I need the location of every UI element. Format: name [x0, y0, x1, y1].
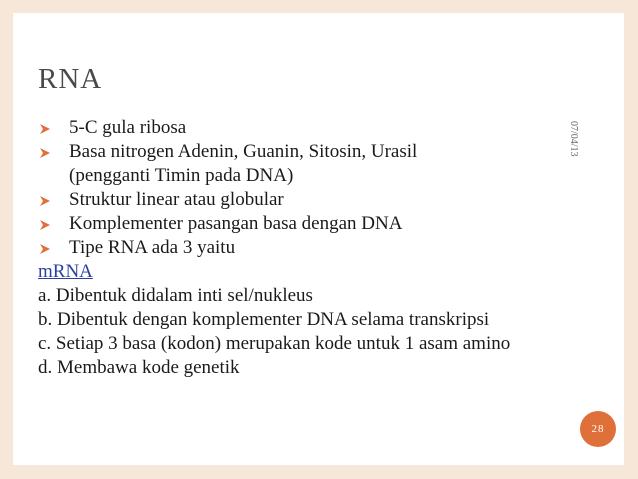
slide-content: [38, 116, 563, 380]
bullet-item: [38, 140, 563, 188]
slide-title: RNA: [38, 63, 103, 95]
page-number-badge: 28: [580, 411, 616, 447]
bullet-arrow-icon: [40, 124, 50, 134]
point-item: c. Setiap 3 basa (kodon) merupakan kode untuk 1 asam amino: [38, 333, 511, 354]
slide-date: 07/04/13: [568, 121, 579, 157]
bullet-arrow-icon: [40, 220, 50, 230]
bullet-item: [38, 212, 563, 236]
point-item: d. Membawa kode genetik: [38, 357, 240, 378]
bullet-item: [38, 116, 563, 140]
bullet-arrow-icon: [40, 244, 50, 254]
bullet-text: 5-C gula ribosa: [69, 117, 187, 138]
bullet-arrow-icon: [40, 148, 50, 158]
slide: [13, 13, 624, 465]
point-item: a. Dibentuk didalam inti sel/nukleus: [38, 285, 313, 306]
bullet-text: Struktur linear atau globular: [69, 189, 284, 210]
bullet-item: [38, 188, 563, 212]
mrna-link[interactable]: mRNA: [38, 261, 93, 282]
bullet-text-continuation: (pengganti Timin pada DNA): [69, 165, 294, 186]
point-item: b. Dibentuk dengan komplementer DNA selama transkripsi: [38, 309, 490, 330]
bullet-item: [38, 236, 563, 260]
bullet-text: Tipe RNA ada 3 yaitu: [69, 237, 236, 258]
bullet-text: Komplementer pasangan basa dengan DNA: [69, 213, 403, 234]
mrna-link-line: [38, 260, 563, 284]
bullet-arrow-icon: [40, 196, 50, 206]
bullet-text: Basa nitrogen Adenin, Guanin, Sitosin, Urasil: [69, 141, 418, 162]
